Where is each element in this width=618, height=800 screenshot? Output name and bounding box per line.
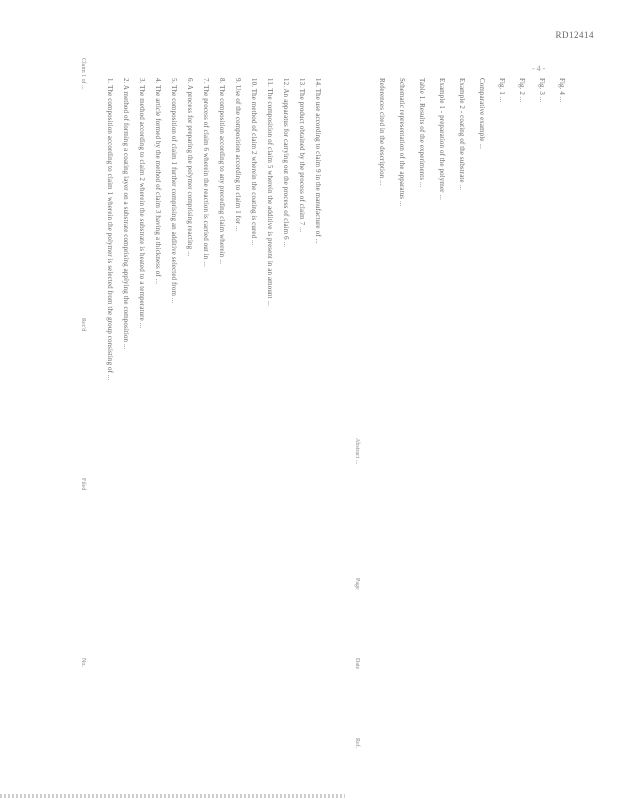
right-section-paragraph: Example 2 - coating of the substrate ... — [458, 78, 466, 191]
left-footer-stub-1: Rec'd — [80, 318, 86, 332]
left-claim-paragraph: 5. The composition of claim 1 further comprising an additive selected from ... — [170, 78, 178, 304]
right-section-paragraph: Fig. 1 ... — [498, 78, 506, 103]
right-section-paragraph: Fig. 4 ... — [558, 78, 566, 103]
left-claim-paragraph: 7. The process of claim 6 wherein the reaction is carried out in ... — [202, 78, 210, 267]
page-marker: - 4 - — [532, 64, 546, 73]
left-claim-paragraph: 3. The method according to claim 2 wherein the substrate is heated to a temperature ... — [138, 78, 146, 329]
scan-artifact-line — [0, 794, 345, 798]
left-footer-stub-2: Filed — [80, 478, 86, 491]
document-number: RD12414 — [555, 30, 594, 40]
right-section-paragraph: Schematic representation of the apparatus ... — [398, 78, 406, 207]
right-footer-stub-3: Ref. — [354, 738, 360, 749]
left-claim-paragraph: 8. The composition according to any preceding claim wherein ... — [218, 78, 226, 265]
right-section-paragraph: Fig. 2 ... — [518, 78, 526, 103]
left-text-column — [74, 58, 342, 758]
right-section-paragraph: References cited in the description ... — [378, 78, 386, 186]
right-section-paragraph: Comparative example ... — [478, 78, 486, 149]
left-claim-paragraph: 4. The article formed by the method of claim 3 having a thickness of ... — [154, 78, 162, 285]
left-claim-paragraph: 10. The method of claim 2 wherein the coating is cured ... — [250, 78, 258, 246]
right-footer-stub-1: Page — [354, 578, 360, 590]
left-claim-paragraph: 2. A method of forming a coating layer on a substrate comprising applying the composition ... — [122, 78, 130, 350]
right-side-label: Abstract ... — [354, 438, 360, 465]
left-claim-paragraph: 1. The composition according to claim 1 wherein the polymer is selected from the group consisting of ... — [106, 78, 114, 381]
right-section-paragraph: Fig. 3 ... — [538, 78, 546, 103]
left-footer-stub-3: No. — [80, 658, 86, 667]
left-claim-paragraph: 11. The composition of claim 5 wherein the additive is present in an amount ... — [266, 78, 274, 306]
left-claim-paragraph: 14. The use according to claim 9 in the manufacture of ... — [314, 78, 322, 245]
left-side-label: Claim 1 of ... — [80, 58, 86, 90]
left-claim-paragraph: 12. An apparatus for carrying out the process of claim 6 ... — [282, 78, 290, 248]
right-section-paragraph: Table 1. Results of the experiments ... — [418, 78, 426, 188]
left-claim-paragraph: 13. The product obtained by the process of claim 7 ... — [298, 78, 306, 233]
right-footer-stub-2: Date — [354, 658, 360, 670]
left-claim-paragraph: 9. Use of the composition according to claim 1 for ... — [234, 78, 242, 232]
left-claim-paragraph: 6. A process for preparing the polymer comprising reacting ... — [186, 78, 194, 257]
right-text-column — [350, 58, 604, 758]
right-section-paragraph: Example 1 - preparation of the polymer ... — [438, 78, 446, 200]
